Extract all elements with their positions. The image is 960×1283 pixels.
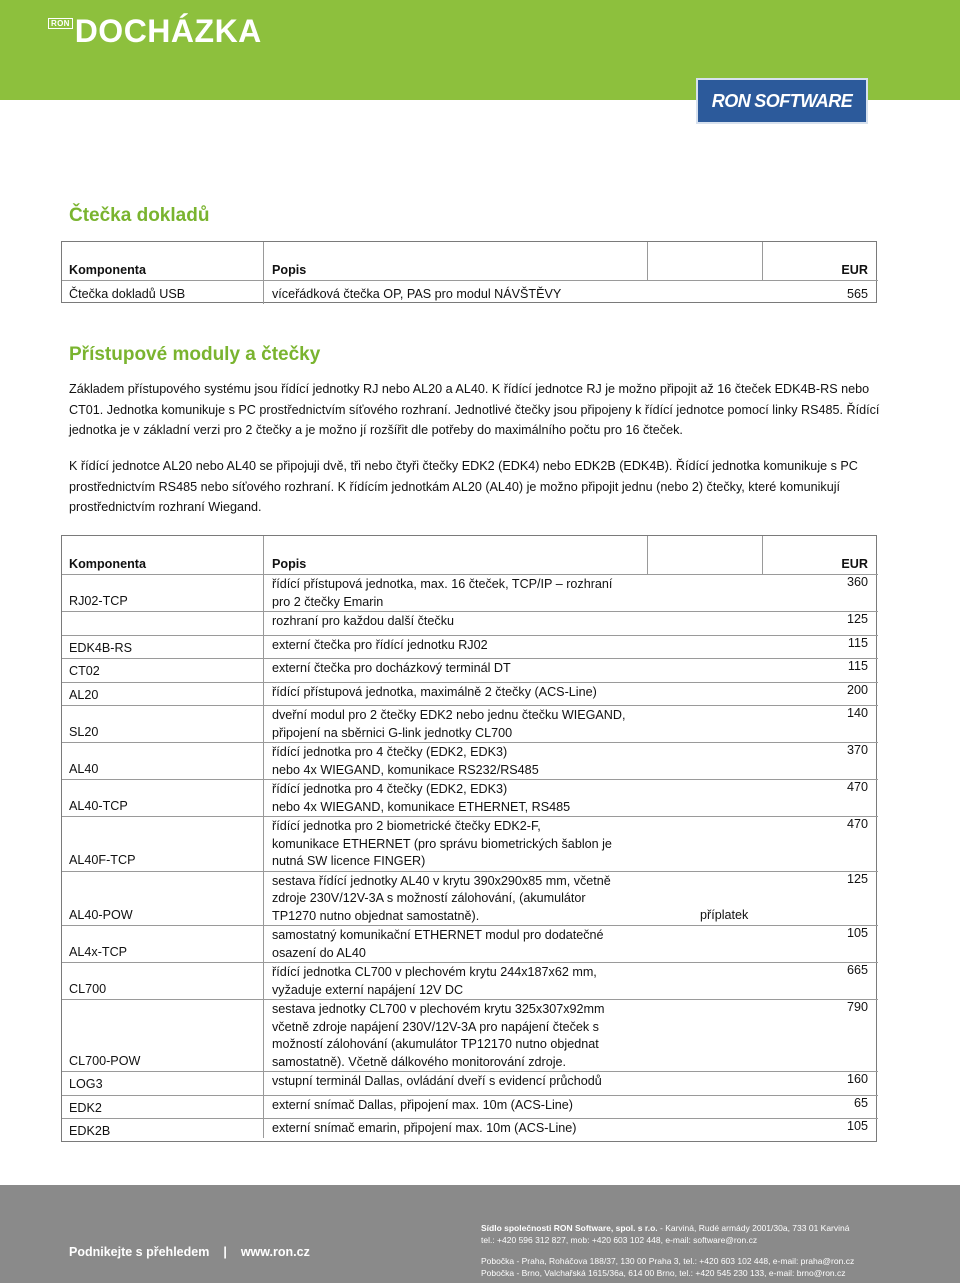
- table-row-price: 125: [846, 612, 868, 626]
- footer-hq-name: Sídlo společnosti RON Software, spol. s r.o.: [481, 1223, 658, 1233]
- table-row-description-line: vstupní terminál Dallas, ovládání dveří s evidencí průchodů: [272, 1074, 602, 1088]
- footer-website-link[interactable]: www.ron.cz: [240, 1245, 310, 1259]
- table-row-description-line: komunikace ETHERNET (pro správu biometrických šablon je: [272, 836, 612, 851]
- access-modules-table: [61, 535, 877, 1142]
- footer-hq-address: - Karviná, Rudé armády 2001/30a, 733 01 Karviná: [657, 1223, 850, 1233]
- table-row-description-line: řídící jednotka CL700 v plechovém krytu 244x187x62 mm,: [272, 965, 597, 979]
- table-row-price: 360: [846, 575, 868, 589]
- table-row-description-line: nutná SW licence FINGER): [272, 854, 426, 868]
- table-row-description-line: řídící jednotka pro 4 čtečky (EDK2, EDK3): [272, 745, 508, 759]
- table-row-description: víceřádková čtečka OP, PAS pro modul NÁVŠTĚVY: [272, 287, 562, 301]
- brand: [48, 14, 262, 48]
- table-row-price: 470: [846, 780, 868, 794]
- table-row-description-line: rozhraní pro každou další čtečku: [272, 614, 455, 628]
- table-row-description-line: včetně zdroje napájení 230V/12V-3A pro napájení čteček s: [272, 1019, 599, 1034]
- header-price: EUR: [841, 263, 868, 277]
- table-row-component: CL700: [69, 981, 107, 996]
- footer-branch-brno: Pobočka - Brno, Valchařská 1615/36a, 614 00 Brno, tel.: +420 545 230 133, e-mail: brno@ron.cz: [481, 1268, 846, 1278]
- table-row-component: EDK2: [69, 1100, 102, 1115]
- table-row-price: 115: [847, 659, 868, 673]
- header-description: Popis: [272, 263, 307, 277]
- footer-hq-contact: tel.: +420 596 312 827, mob: +420 603 102 448, e-mail: software@ron.cz: [481, 1235, 758, 1245]
- table-row-description-line: nebo 4x WIEGAND, komunikace RS232/RS485: [272, 762, 539, 777]
- header-description: Popis: [272, 557, 307, 571]
- ron-software-logo: [696, 78, 868, 124]
- table-row-description-line: samostatný komunikační ETHERNET modul pro dodatečné: [272, 928, 604, 942]
- table-row-component: AL40F-TCP: [69, 853, 136, 867]
- table-row-description-line: sestava řídící jednotky AL40 v krytu 390x290x85 mm, včetně: [272, 873, 611, 888]
- footer-branch-praha: Pobočka - Praha, Roháčova 188/37, 130 00 Praha 3, tel.: +420 603 102 448, e-mail: praha@ron.cz: [481, 1256, 855, 1266]
- table-row-component: AL40-TCP: [69, 798, 128, 813]
- table-row-component: RJ02-TCP: [69, 593, 128, 608]
- table-row-description-line: externí snímač Dallas, připojení max. 10m (ACS-Line): [272, 1097, 573, 1112]
- table-row-description-line: možností zálohování (akumulátor TP12170 nutno objednat: [272, 1037, 599, 1051]
- table-row-price: 665: [846, 963, 868, 977]
- paragraph-intro: Základem přístupového systému jsou řídící jednotky RJ nebo AL20 a AL40. K řídící jednotce RJ je možno připojit až 16 čteček EDK4B-RS nebo CT01. Jednotka komunikuje s PC prostřednictvím síťového rozhraní. Jednotlivé čtečky jsou připojeny k řídící jednotce pomocí linky RS485. Řídící jednotka je v základní verzi pro 2 čtečky a je možno jí rozšířit dle potřeby do maximálního počtu pro 16 čteček.: [69, 382, 880, 437]
- table-row-price: 105: [846, 1119, 868, 1133]
- footer-slogan-text: Podnikejte s přehledem: [69, 1245, 210, 1259]
- document-reader-table: [61, 241, 877, 303]
- table-row-component: AL20: [69, 687, 99, 702]
- table-row-description-line: externí čtečka pro řídící jednotku RJ02: [272, 637, 488, 652]
- section-title-document-reader: Čtečka dokladů: [69, 205, 210, 226]
- footer-separator: |: [223, 1245, 227, 1259]
- table-row-price: 160: [846, 1072, 868, 1086]
- table-row-component: AL40: [69, 761, 99, 776]
- table-row-price: 470: [846, 817, 868, 831]
- table-row-price: 125: [846, 871, 868, 886]
- table-row-component: EDK2B: [69, 1124, 111, 1138]
- header-price: EUR: [841, 557, 868, 571]
- header-component: Komponenta: [69, 263, 146, 277]
- table-row-price: 565: [846, 287, 868, 301]
- table-row-component: CL700-POW: [69, 1053, 141, 1068]
- table-row-price: 200: [846, 682, 868, 697]
- table-row-component: AL40-POW: [69, 907, 133, 922]
- table-row-description-line: pro 2 čtečky Emarin: [272, 594, 384, 609]
- table-row-description-line: řídící jednotka pro 4 čtečky (EDK2, EDK3): [272, 782, 508, 796]
- table-row-description-line: nebo 4x WIEGAND, komunikace ETHERNET, RS485: [272, 799, 571, 814]
- table-row-component: SL20: [69, 724, 99, 739]
- section-title-access-modules: Přístupové moduly a čtečky: [69, 344, 321, 365]
- brand-title: DOCHÁZKA: [74, 13, 262, 49]
- table-row-description-line: řídící přístupová jednotka, maximálně 2 čtečky (ACS-Line): [272, 684, 597, 699]
- table-row-description-line: externí snímač emarin, připojení max. 10m (ACS-Line): [272, 1121, 577, 1135]
- table-row-description-line: vyžaduje externí napájení 12V DC: [272, 982, 464, 997]
- page-footer: [0, 1185, 960, 1283]
- table-row-component: AL4x-TCP: [69, 944, 128, 959]
- table-row-description-line: externí čtečka pro docházkový terminál DT: [272, 661, 511, 675]
- table-row-price: 790: [846, 1000, 868, 1014]
- table-row-price: 105: [846, 926, 868, 940]
- table-row-description-line: připojení na sběrnici G-link jednotky CL700: [272, 725, 513, 740]
- table-row-description-line: TP1270 nutno objednat samostatně).: [272, 908, 480, 923]
- table-row-description-line: řídící jednotka pro 2 biometrické čtečky EDK2-F,: [272, 819, 541, 833]
- paragraph-al-units: K řídící jednotce AL20 nebo AL40 se připojuji dvě, tři nebo čtyři čtečky EDK2 (EDK4) nebo EDK2B (EDK4B). Řídící jednotka komunikuje s PC prostřednictvím RS485 nebo síťového rozhraní. K řídícím jednotkám AL20 (AL40) je možno připojit jednu (nebo 2) čtečky, které komunikují prostřednictvím rozhraní Wiegand.: [69, 459, 858, 514]
- table-row-price: 115: [847, 635, 868, 650]
- table-row-description-line: osazení do AL40: [272, 945, 366, 960]
- logo-ron-text: RON: [711, 90, 751, 111]
- header-component: Komponenta: [69, 557, 146, 571]
- table-row-surcharge-label: příplatek: [700, 907, 749, 922]
- table-row-description-line: zdroje 230V/12V-3A s možností zálohování, (akumulátor: [272, 891, 586, 905]
- table-row-component: EDK4B-RS: [69, 640, 132, 655]
- table-row-description-line: dveřní modul pro 2 čtečky EDK2 nebo jednu čtečku WIEGAND,: [272, 708, 626, 722]
- table-row-component: Čtečka dokladů USB: [69, 287, 186, 301]
- logo-software-text: SOFTWARE: [754, 90, 853, 111]
- table-row-price: 370: [846, 743, 868, 757]
- table-row-description-line: sestava jednotky CL700 v plechovém krytu 325x307x92mm: [272, 1002, 605, 1016]
- table-row-component: CT02: [69, 664, 100, 678]
- footer-contacts: [481, 1222, 854, 1279]
- footer-slogan: [69, 1245, 310, 1259]
- table-row-description-line: řídící přístupová jednotka, max. 16 čteček, TCP/IP – rozhraní: [272, 577, 613, 591]
- table-row-price: 65: [853, 1095, 868, 1110]
- table-row-description-line: samostatně). Včetně dálkového monitorování zdroje.: [272, 1054, 567, 1069]
- brand-ron-badge: RON: [48, 18, 73, 29]
- table-row-price: 140: [846, 706, 868, 720]
- table-row-component: LOG3: [69, 1077, 103, 1091]
